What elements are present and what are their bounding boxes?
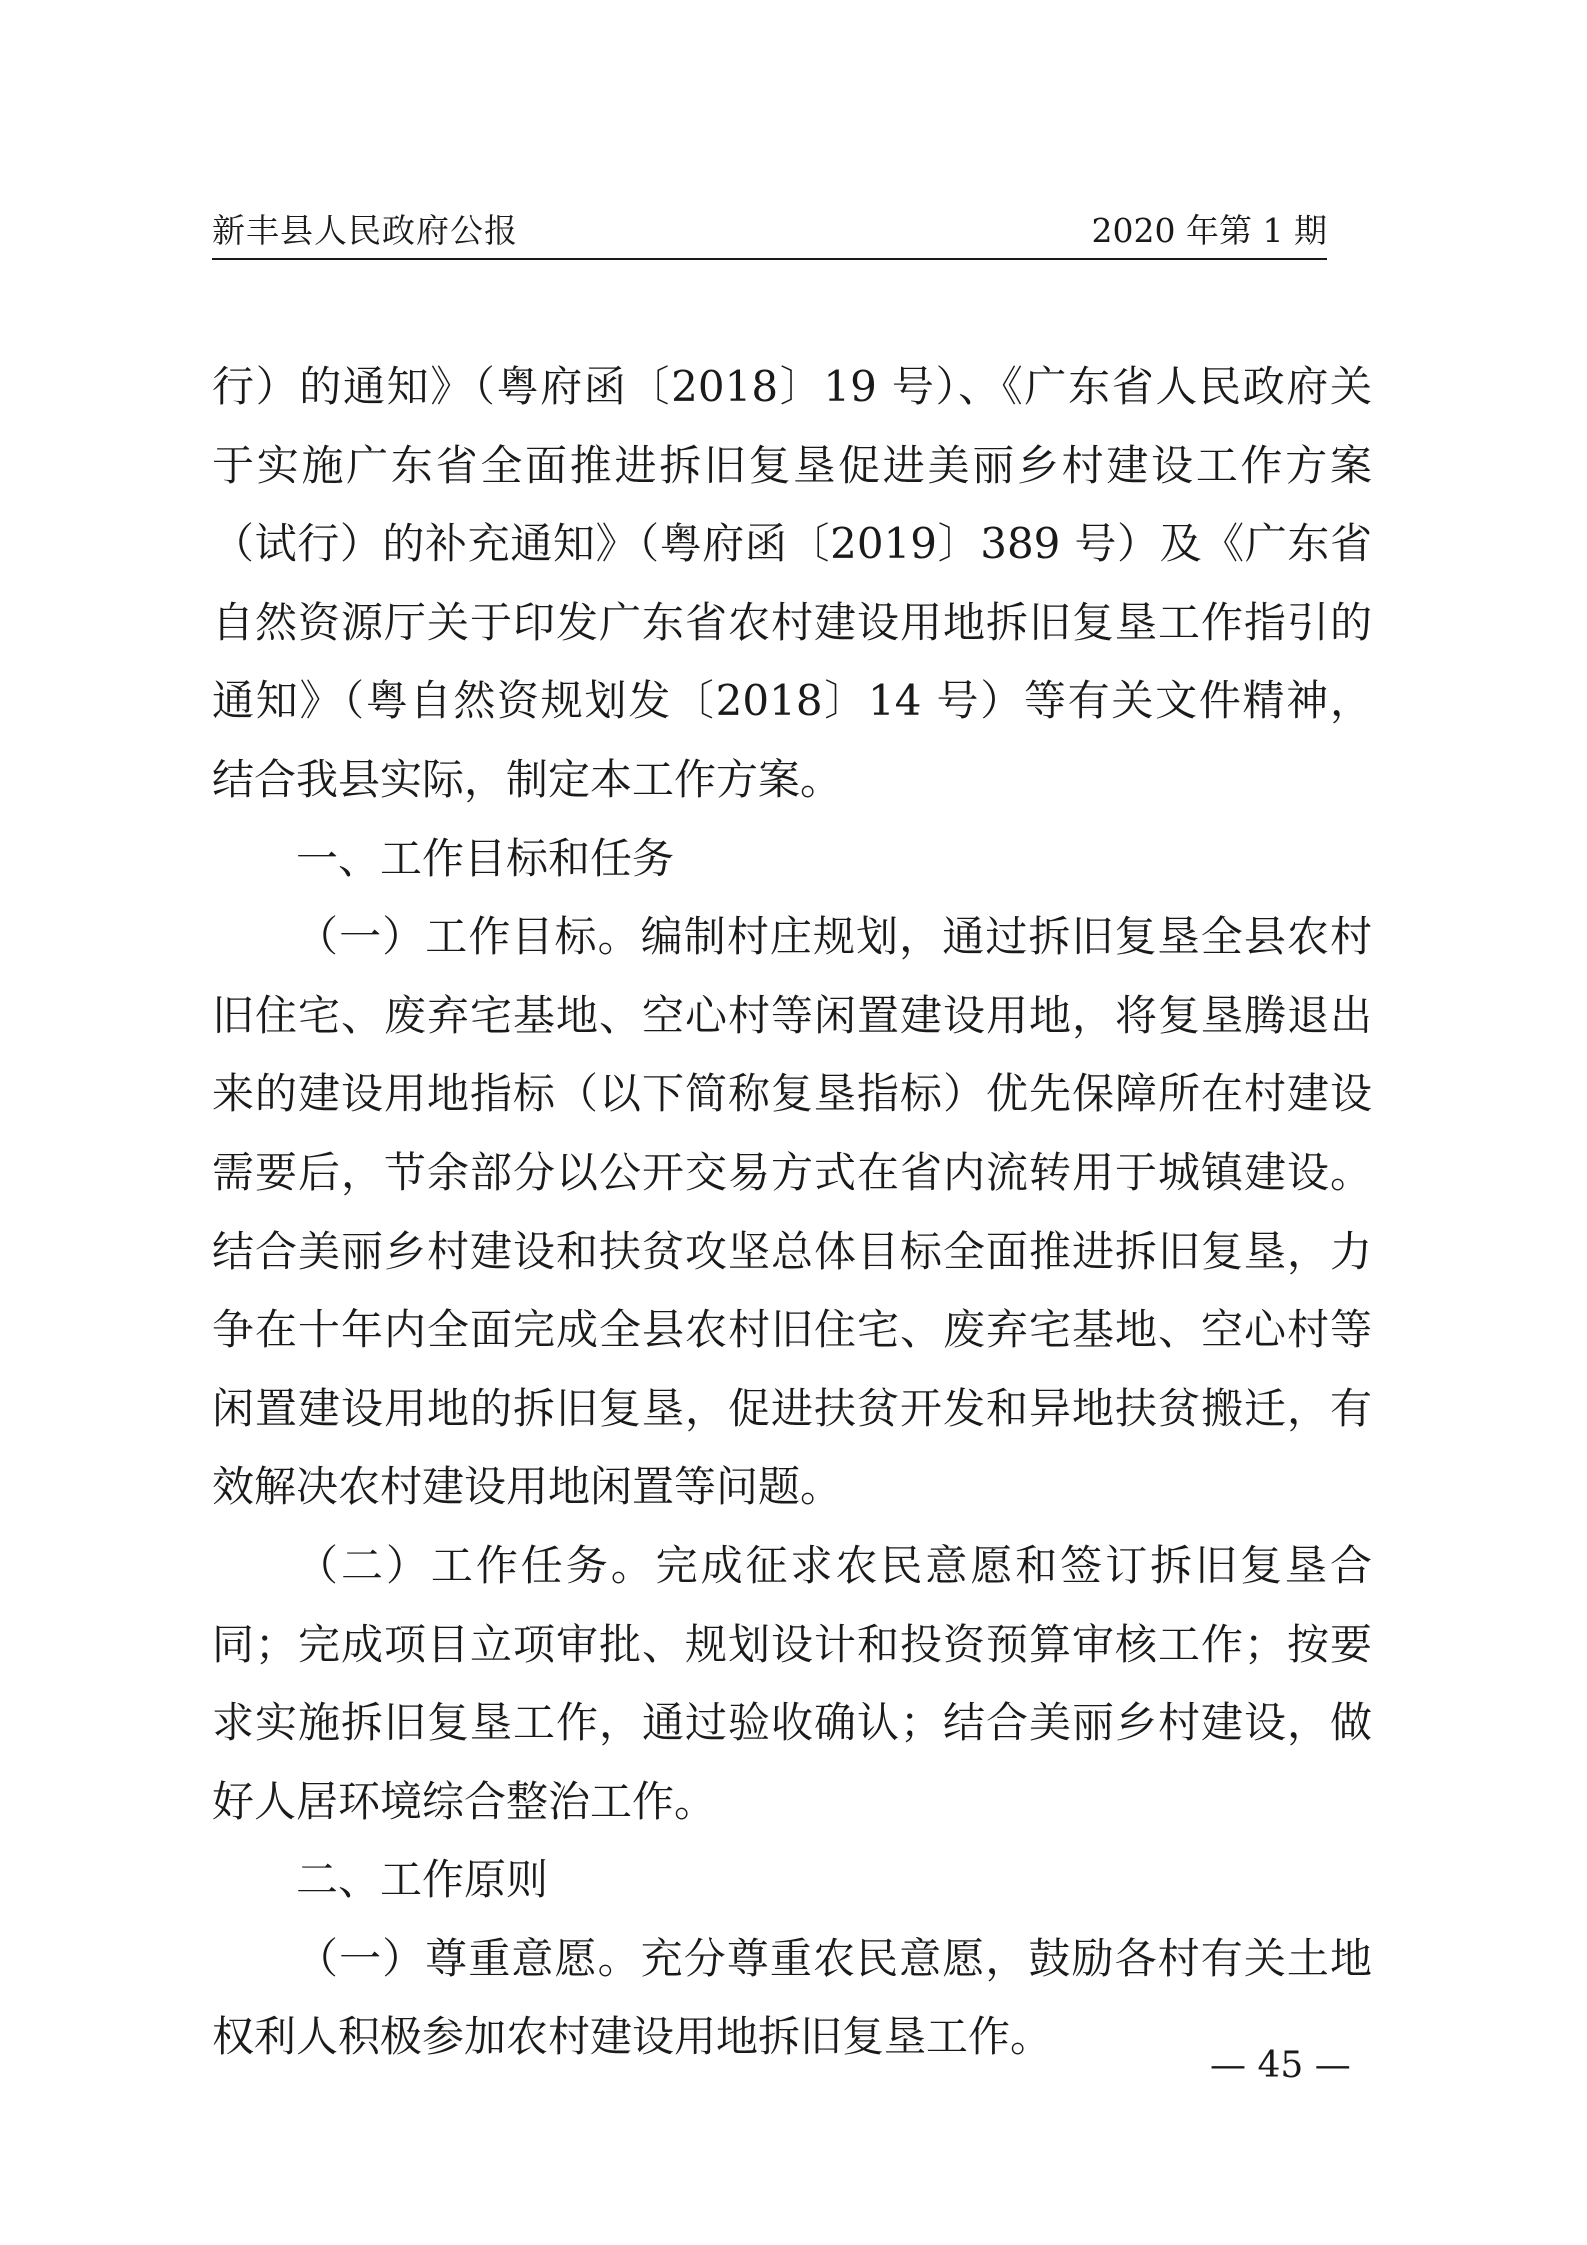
page-header <box>212 208 1327 260</box>
section-heading-principles: 二、工作原则 <box>296 1855 549 1905</box>
document-body <box>212 348 1372 2077</box>
page-number: — 45 — <box>1210 2045 1351 2086</box>
intro-paragraph: 行）的通知》（粤府函〔2018〕19 号）、《广东省人民政府关于实施广东省全面推进拆旧复垦促进美丽乡村建设工作方案（试行）的补充通知》（粤府函〔2019〕389 号）及《广东省自然资源厅关于印发广东省农村建设用地拆旧复垦工作指引的通知》（粤自然资规划发〔2018〕14 号）等有关文件精神，结合我县实际，制定本工作方案。 <box>212 362 1372 804</box>
section-heading-goals: 一、工作目标和任务 <box>296 833 675 883</box>
publication-title: 新丰县人民政府公报 <box>212 211 518 250</box>
paragraph-work-tasks: （二）工作任务。完成征求农民意愿和签订拆旧复垦合同；完成项目立项审批、规划设计和投资预算审核工作；按要求实施拆旧复垦工作，通过验收确认；结合美丽乡村建设，做好人居环境综合整治工作。 <box>212 1540 1372 1826</box>
paragraph-work-goal: （一）工作目标。编制村庄规划，通过拆旧复垦全县农村旧住宅、废弃宅基地、空心村等闲置建设用地，将复垦腾退出来的建设用地指标（以下简称复垦指标）优先保障所在村建设需要后，节余部分以公开交易方式在省内流转用于城镇建设。结合美丽乡村建设和扶贫攻坚总体目标全面推进拆旧复垦，力争在十年内全面完成全县农村旧住宅、废弃宅基地、空心村等闲置建设用地的拆旧复垦，促进扶贫开发和异地扶贫搬迁，有效解决农村建设用地闲置等问题。 <box>212 912 1372 1512</box>
issue-number: 2020 年第 1 期 <box>1091 211 1327 250</box>
paragraph-respect-wishes: （一）尊重意愿。充分尊重农民意愿，鼓励各村有关土地权利人积极参加农村建设用地拆旧复垦工作。 <box>212 1933 1372 2062</box>
